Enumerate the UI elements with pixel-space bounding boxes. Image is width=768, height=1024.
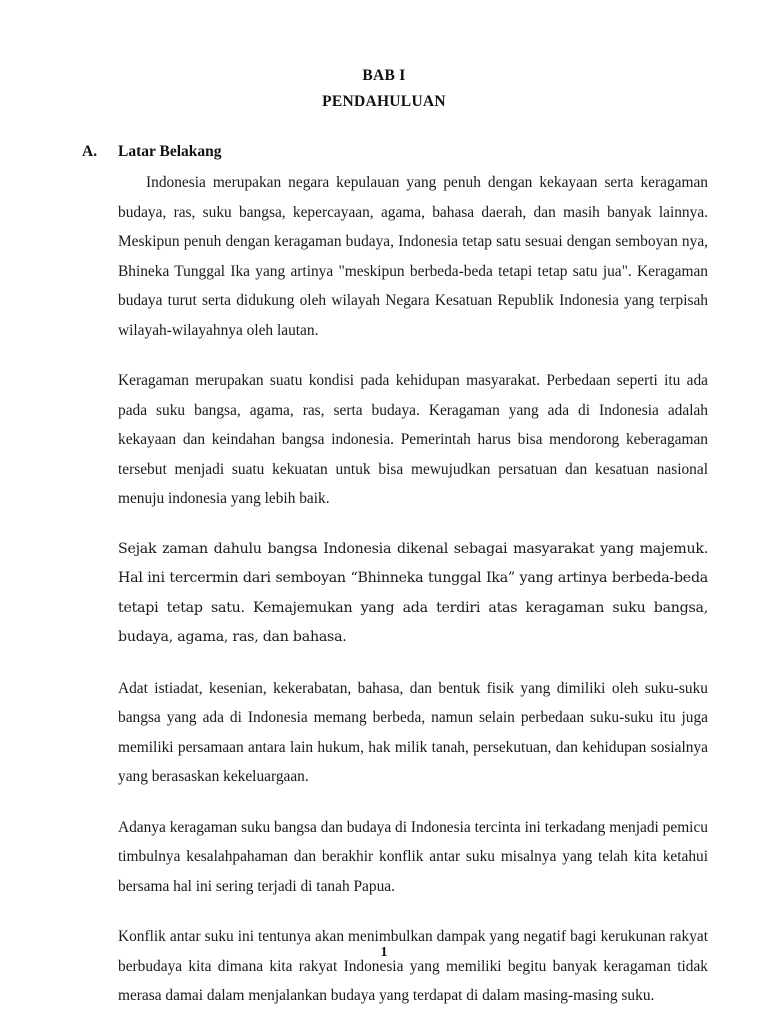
- paragraph-1: Indonesia merupakan negara kepulauan yang penuh dengan kekayaan serta keragaman budaya, ras, suku bangsa, kepercayaan, agama, bahasa daerah, dan masih banyak lainnya. Meskipun penuh dengan keragaman budaya, Indonesia tetap satu sesuai dengan semboyan nya, Bhineka Tunggal Ika yang artinya "meskipun berbeda-beda tetapi tetap satu jua". Keragaman budaya turut serta didukung oleh wilayah Negara Kesatuan Republik Indonesia yang terpisah wilayah-wilayahnya oleh lautan.: [118, 174, 708, 339]
- chapter-number-heading: BAB I: [362, 67, 406, 84]
- paragraph-3: Sejak zaman dahulu bangsa Indonesia dikenal sebagai masyarakat yang majemuk. Hal ini tercermin dari semboyan “Bhinneka tunggal Ika” yang artinya berbeda-beda tetapi tetap satu. Kemajemukan yang ada terdiri atas keragaman suku bangsa, budaya, agama, ras, dan bahasa.: [118, 540, 708, 645]
- body-text-block: [118, 168, 708, 1011]
- paragraph-5: Adanya keragaman suku bangsa dan budaya di Indonesia tercinta ini terkadang menjadi pemicu timbulnya kesalahpahaman dan berakhir konflik antar suku misalnya yang telah kita ketahui bersama hal ini sering terjadi di tanah Papua.: [118, 818, 708, 895]
- paragraph-6: Konflik antar suku ini tentunya akan menimbulkan dampak yang negatif bagi kerukunan rakyat berbudaya kita dimana kita rakyat Indonesia yang memiliki begitu banyak keragaman tidak merasa damai dalam menjalankan budaya yang terdapat di dalam masing-masing suku.: [118, 928, 708, 1004]
- chapter-title-heading: PENDAHULUAN: [322, 93, 446, 110]
- section-title: Latar Belakang: [118, 143, 222, 160]
- section-marker: A.: [82, 143, 98, 160]
- page-number: 1: [380, 945, 388, 960]
- paragraph-4: Adat istiadat, kesenian, kekerabatan, bahasa, dan bentuk fisik yang dimiliki oleh suku-suku bangsa yang ada di Indonesia memang berbeda, namun selain perbedaan suku-suku itu juga memiliki persamaan antara lain hukum, hak milik tanah, persekutuan, dan kehidupan sosialnya yang berasaskan kekeluargaan.: [118, 679, 708, 785]
- paragraph-2: Keragaman merupakan suatu kondisi pada kehidupan masyarakat. Perbedaan seperti itu ada pada suku bangsa, agama, ras, serta budaya. Keragaman yang ada di Indonesia adalah kekayaan dan keindahan bangsa indonesia. Pemerintah harus bisa mendorong keberagaman tersebut menjadi suatu kekuatan untuk bisa mewujudkan persatuan dan kesatuan nasional menuju indonesia yang lebih baik.: [118, 372, 708, 507]
- section-heading-latar-belakang: [82, 143, 222, 161]
